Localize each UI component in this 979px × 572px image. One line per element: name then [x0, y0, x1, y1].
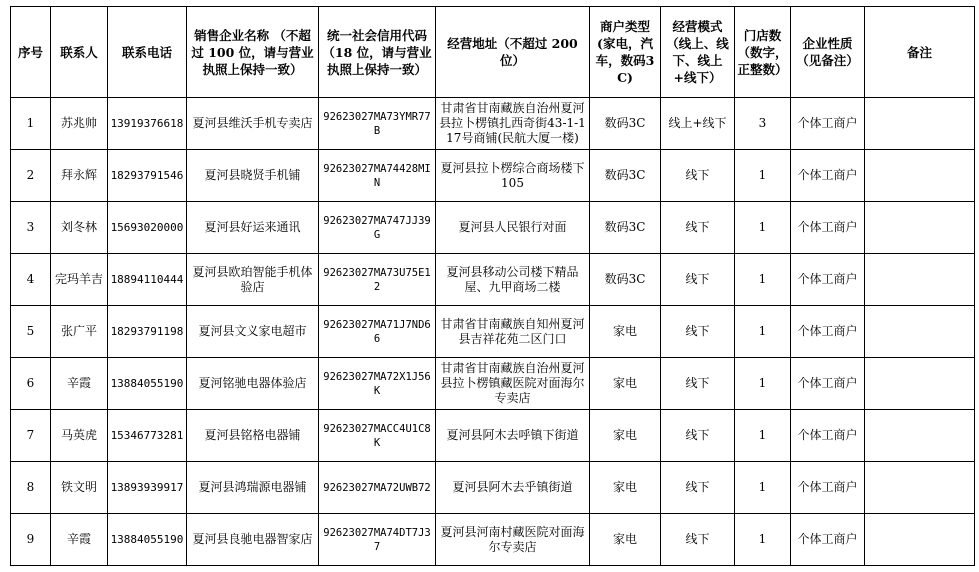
company-name: 夏河县文义家电超市 [187, 306, 319, 358]
company-name: 夏河县欧珀智能手机体验店 [187, 254, 319, 306]
business-address [436, 514, 590, 566]
table-row [11, 202, 975, 254]
remark [865, 98, 975, 150]
enterprise-nature: 个体工商户 [791, 358, 865, 410]
credit-code: 92623027MA747JJ39G [319, 202, 436, 254]
contact-phone: 18293791198 [108, 306, 187, 358]
business-address [436, 150, 590, 202]
credit-code: 92623027MA74DT7J37 [319, 514, 436, 566]
table-row [11, 306, 975, 358]
store-count: 1 [735, 254, 791, 306]
contact-name: 张广平 [51, 306, 108, 358]
merchant-type: 家电 [590, 410, 661, 462]
merchant-type: 家电 [590, 306, 661, 358]
credit-code: 92623027MA73YMR77B [319, 98, 436, 150]
store-count: 1 [735, 202, 791, 254]
remark [865, 514, 975, 566]
contact-name: 铁文明 [51, 462, 108, 514]
business-mode: 线下 [661, 202, 735, 254]
store-count: 3 [735, 98, 791, 150]
address-text: 夏河县河南村藏医院对面海尔专卖店 [440, 524, 585, 554]
contact-phone: 13919376618 [108, 98, 187, 150]
table-row [11, 150, 975, 202]
business-mode: 线下 [661, 306, 735, 358]
business-mode: 线下 [661, 462, 735, 514]
contact-phone: 18894110444 [108, 254, 187, 306]
company-name: 夏河县维沃手机专卖店 [187, 98, 319, 150]
row-number: 7 [11, 410, 51, 462]
address-text: 甘肃省甘南藏族自治州夏河县拉卜楞镇扎西奇街43-1-117号商铺(民航大厦一楼) [439, 101, 586, 145]
row-number: 5 [11, 306, 51, 358]
company-name: 夏河县晓贤手机铺 [187, 150, 319, 202]
store-count: 1 [735, 306, 791, 358]
address-text: 甘肃省甘南藏族自治州夏河县拉卜楞镇藏医院对面海尔专卖店 [440, 361, 585, 405]
credit-code: 92623027MA74428MIN [319, 150, 436, 202]
company-name: 夏河铭驰电器体验店 [187, 358, 319, 410]
contact-name: 完玛羊吉 [51, 254, 108, 306]
table-row [11, 410, 975, 462]
header-phone: 联系电话 [108, 7, 187, 98]
contact-name: 拜永辉 [51, 150, 108, 202]
merchant-table [10, 6, 975, 566]
contact-phone: 13893939917 [108, 462, 187, 514]
company-name: 夏河县良驰电器智家店 [187, 514, 319, 566]
credit-code: 92623027MA71J7ND66 [319, 306, 436, 358]
business-mode: 线下 [661, 514, 735, 566]
credit-code: 92623027MA73U75E12 [319, 254, 436, 306]
remark [865, 410, 975, 462]
contact-name: 辛霞 [51, 358, 108, 410]
merchant-type: 数码3C [590, 254, 661, 306]
contact-phone: 15346773281 [108, 410, 187, 462]
business-mode: 线下 [661, 358, 735, 410]
remark [865, 254, 975, 306]
store-count: 1 [735, 358, 791, 410]
header-company-name: 销售企业名称 （不超过 100 位，请与营业执照上保持一致） [187, 7, 319, 98]
row-number: 6 [11, 358, 51, 410]
header-address: 经营地址（不超过 200 位） [436, 7, 590, 98]
address-text: 甘肃省甘南藏族自知州夏河县吉祥花苑二区门口 [440, 316, 585, 346]
header-row [11, 7, 975, 98]
table-row [11, 254, 975, 306]
contact-phone: 13884055190 [108, 514, 187, 566]
row-number: 2 [11, 150, 51, 202]
company-name: 夏河县鸿瑞源电器铺 [187, 462, 319, 514]
header-no: 序号 [11, 7, 51, 98]
enterprise-nature: 个体工商户 [791, 410, 865, 462]
business-address [436, 358, 590, 410]
merchant-type: 家电 [590, 358, 661, 410]
address-text: 夏河县移动公司楼下精品屋、九甲商场二楼 [446, 264, 579, 294]
business-address [436, 98, 590, 150]
store-count: 1 [735, 514, 791, 566]
contact-name: 辛霞 [51, 514, 108, 566]
company-name: 夏河县铭格电器铺 [187, 410, 319, 462]
header-store-count: 门店数（数字，正整数） [735, 7, 791, 98]
contact-name: 刘冬林 [51, 202, 108, 254]
merchant-type: 数码3C [590, 150, 661, 202]
merchant-type: 家电 [590, 462, 661, 514]
enterprise-nature: 个体工商户 [791, 150, 865, 202]
remark [865, 150, 975, 202]
business-address [436, 462, 590, 514]
business-address [436, 254, 590, 306]
credit-code: 92623027MA72X1J56K [319, 358, 436, 410]
contact-phone: 15693020000 [108, 202, 187, 254]
business-mode: 线上+线下 [661, 98, 735, 150]
row-number: 9 [11, 514, 51, 566]
business-mode: 线下 [661, 410, 735, 462]
header-remark: 备注 [865, 7, 975, 98]
enterprise-nature: 个体工商户 [791, 306, 865, 358]
row-number: 8 [11, 462, 51, 514]
business-address [436, 306, 590, 358]
table-body [11, 98, 975, 566]
credit-code: 92623027MACC4U1C8K [319, 410, 436, 462]
header-contact: 联系人 [51, 7, 108, 98]
contact-name: 苏兆帅 [51, 98, 108, 150]
header-enterprise-nature: 企业性质（见备注） [791, 7, 865, 98]
enterprise-nature: 个体工商户 [791, 514, 865, 566]
row-number: 3 [11, 202, 51, 254]
address-text: 夏河县人民银行对面 [458, 220, 567, 234]
store-count: 1 [735, 150, 791, 202]
enterprise-nature: 个体工商户 [791, 202, 865, 254]
merchant-type: 家电 [590, 514, 661, 566]
remark [865, 462, 975, 514]
row-number: 1 [11, 98, 51, 150]
header-credit-code: 统一社会信用代码（18 位，请与营业执照上保持一致） [319, 7, 436, 98]
business-address [436, 202, 590, 254]
contact-name: 马英虎 [51, 410, 108, 462]
business-mode: 线下 [661, 254, 735, 306]
store-count: 1 [735, 462, 791, 514]
contact-phone: 13884055190 [108, 358, 187, 410]
table-row [11, 98, 975, 150]
table-row [11, 358, 975, 410]
enterprise-nature: 个体工商户 [791, 98, 865, 150]
address-text: 夏河县阿木去乎镇街道 [452, 480, 573, 494]
merchant-type: 数码3C [590, 98, 661, 150]
header-merchant-type: 商户类型(家电，汽车，数码3C) [590, 7, 661, 98]
credit-code: 92623027MA72UWB72 [319, 462, 436, 514]
remark [865, 202, 975, 254]
store-count: 1 [735, 410, 791, 462]
merchant-type: 数码3C [590, 202, 661, 254]
header-business-mode: 经营模式（线上、线下、线上+线下） [661, 7, 735, 98]
table-row [11, 514, 975, 566]
row-number: 4 [11, 254, 51, 306]
company-name: 夏河县好运来通讯 [187, 202, 319, 254]
address-text: 夏河县拉卜楞综合商场楼下105 [440, 160, 585, 190]
address-text: 夏河县阿木去呼镇下街道 [446, 428, 579, 442]
enterprise-nature: 个体工商户 [791, 462, 865, 514]
remark [865, 358, 975, 410]
table-row [11, 462, 975, 514]
enterprise-nature: 个体工商户 [791, 254, 865, 306]
remark [865, 306, 975, 358]
business-address [436, 410, 590, 462]
contact-phone: 18293791546 [108, 150, 187, 202]
business-mode: 线下 [661, 150, 735, 202]
